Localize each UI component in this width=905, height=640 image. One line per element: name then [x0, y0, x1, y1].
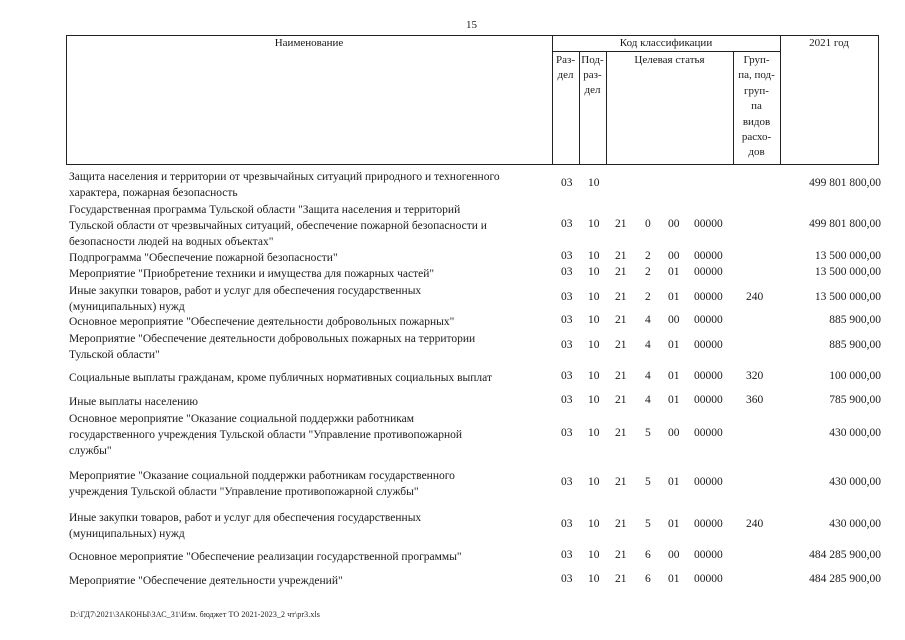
row-name-line: характера, пожарная безопасность	[69, 187, 238, 199]
cell-t4: 00000	[694, 291, 723, 303]
cell-t1: 21	[615, 573, 627, 585]
cell-t4: 00000	[694, 266, 723, 278]
header-target: Целевая статья	[634, 54, 705, 66]
cell-t3: 01	[668, 291, 680, 303]
cell-t2: 5	[645, 518, 651, 530]
cell-podrazdel: 10	[588, 573, 600, 585]
cell-t3: 01	[668, 394, 680, 406]
row-name-line: Тульской области"	[69, 349, 160, 361]
header-code-group: Код классификации	[619, 37, 713, 49]
cell-t1: 21	[615, 218, 627, 230]
cell-t4: 00000	[694, 370, 723, 382]
cell-razdel: 03	[561, 394, 573, 406]
cell-razdel: 03	[561, 339, 573, 351]
cell-t2: 4	[645, 339, 651, 351]
row-name-line: Тульской области от чрезвычайных ситуаций, обеспечение пожарной безопасности и	[69, 220, 487, 232]
cell-podrazdel: 10	[588, 266, 600, 278]
cell-amount: 499 801 800,00	[809, 218, 881, 230]
cell-t1: 21	[615, 266, 627, 278]
cell-razdel: 03	[561, 476, 573, 488]
cell-razdel: 03	[561, 291, 573, 303]
cell-podrazdel: 10	[588, 370, 600, 382]
cell-vid: 320	[746, 370, 764, 382]
cell-t1: 21	[615, 370, 627, 382]
row-name	[69, 370, 551, 386]
cell-t1: 21	[615, 314, 627, 326]
row-name-line: Основное мероприятие "Обеспечение деятельности добровольных пожарных"	[69, 316, 455, 328]
row-name-line: Мероприятие "Приобретение техники и имущества для пожарных частей"	[69, 268, 435, 280]
cell-podrazdel: 10	[588, 518, 600, 530]
header-bottom-border	[66, 164, 879, 165]
page-number: 15	[466, 19, 477, 31]
cell-t3: 01	[668, 370, 680, 382]
file-path-footer: D:\ГД7\2021\ЗАКОНЫ\ЗАС_31\Изм. бюджет ТО 2021-2023_2 чт\pr3.xls	[70, 610, 320, 619]
cell-t4: 00000	[694, 573, 723, 585]
row-name	[69, 250, 551, 266]
cell-razdel: 03	[561, 250, 573, 262]
cell-podrazdel: 10	[588, 218, 600, 230]
cell-podrazdel: 10	[588, 476, 600, 488]
cell-t2: 6	[645, 549, 651, 561]
cell-t3: 00	[668, 314, 680, 326]
row-name-line: Иные закупки товаров, работ и услуг для обеспечения государственных	[69, 512, 422, 524]
row-name-line: Защита населения и территории от чрезвычайных ситуаций природного и техногенного	[69, 171, 500, 183]
header-col-divider	[780, 35, 781, 165]
cell-t1: 21	[615, 291, 627, 303]
row-name	[69, 549, 551, 565]
cell-t1: 21	[615, 549, 627, 561]
cell-t1: 21	[615, 427, 627, 439]
code-group-divider	[552, 51, 780, 52]
row-name-line: Иные выплаты населению	[69, 396, 198, 408]
cell-amount: 885 900,00	[829, 314, 881, 326]
cell-t2: 2	[645, 250, 651, 262]
row-name-line: Мероприятие "Обеспечение деятельности добровольных пожарных на территории	[69, 333, 476, 345]
cell-t1: 21	[615, 518, 627, 530]
row-name	[69, 314, 551, 330]
row-name-line: Подпрограмма "Обеспечение пожарной безопасности"	[69, 252, 338, 264]
header-year: 2021 год	[809, 37, 849, 49]
row-name	[69, 411, 551, 459]
cell-podrazdel: 10	[588, 177, 600, 189]
row-name-line: Мероприятие "Оказание социальной поддержки работникам государственного	[69, 470, 455, 482]
cell-amount: 484 285 900,00	[809, 549, 881, 561]
cell-amount: 100 000,00	[829, 370, 881, 382]
row-name-line: службы"	[69, 445, 112, 457]
row-name	[69, 468, 551, 500]
cell-t4: 00000	[694, 518, 723, 530]
cell-t3: 01	[668, 518, 680, 530]
cell-razdel: 03	[561, 370, 573, 382]
cell-amount: 885 900,00	[829, 339, 881, 351]
row-name-line: (муниципальных) нужд	[69, 528, 185, 540]
cell-t2: 0	[645, 218, 651, 230]
cell-t3: 00	[668, 250, 680, 262]
cell-t4: 00000	[694, 549, 723, 561]
cell-razdel: 03	[561, 518, 573, 530]
cell-razdel: 03	[561, 177, 573, 189]
cell-t4: 00000	[694, 339, 723, 351]
cell-t2: 6	[645, 573, 651, 585]
cell-t3: 01	[668, 573, 680, 585]
cell-t3: 00	[668, 427, 680, 439]
cell-t4: 00000	[694, 250, 723, 262]
cell-podrazdel: 10	[588, 314, 600, 326]
cell-t2: 4	[645, 314, 651, 326]
cell-t1: 21	[615, 394, 627, 406]
row-name-line: государственного учреждения Тульской области "Управление противопожарной	[69, 429, 463, 441]
cell-razdel: 03	[561, 314, 573, 326]
cell-t4: 00000	[694, 427, 723, 439]
cell-amount: 484 285 900,00	[809, 573, 881, 585]
cell-razdel: 03	[561, 549, 573, 561]
cell-t4: 00000	[694, 476, 723, 488]
cell-vid: 360	[746, 394, 764, 406]
row-name-line: Государственная программа Тульской области "Защита населения и территорий	[69, 204, 461, 216]
cell-amount: 13 500 000,00	[814, 250, 881, 262]
cell-t1: 21	[615, 250, 627, 262]
cell-amount: 13 500 000,00	[814, 291, 881, 303]
cell-t3: 00	[668, 549, 680, 561]
cell-t3: 01	[668, 339, 680, 351]
cell-razdel: 03	[561, 573, 573, 585]
cell-t3: 01	[668, 266, 680, 278]
cell-razdel: 03	[561, 218, 573, 230]
cell-vid: 240	[746, 291, 764, 303]
header-podrazdel: Под- раз- дел	[581, 54, 604, 96]
row-name	[69, 510, 551, 542]
cell-t2: 5	[645, 476, 651, 488]
row-name-line: безопасности людей на водных объектах"	[69, 236, 274, 248]
row-name	[69, 202, 551, 250]
cell-amount: 430 000,00	[829, 518, 881, 530]
cell-amount: 499 801 800,00	[809, 177, 881, 189]
row-name-line: Основное мероприятие "Оказание социальной поддержки работникам	[69, 413, 415, 425]
row-name-line: учреждения Тульской области "Управление противопожарной службы"	[69, 486, 419, 498]
cell-podrazdel: 10	[588, 427, 600, 439]
cell-t4: 00000	[694, 394, 723, 406]
cell-podrazdel: 10	[588, 339, 600, 351]
cell-t3: 01	[668, 476, 680, 488]
row-name-line: Мероприятие "Обеспечение деятельности учреждений"	[69, 575, 343, 587]
header-left-border	[66, 35, 67, 165]
cell-amount: 785 900,00	[829, 394, 881, 406]
cell-podrazdel: 10	[588, 250, 600, 262]
cell-t2: 2	[645, 291, 651, 303]
header-vid: Груп- па, под- груп- па видов расхо- дов	[738, 54, 775, 159]
cell-t3: 00	[668, 218, 680, 230]
cell-podrazdel: 10	[588, 291, 600, 303]
cell-amount: 430 000,00	[829, 476, 881, 488]
row-name-line: Иные закупки товаров, работ и услуг для обеспечения государственных	[69, 285, 422, 297]
cell-amount: 430 000,00	[829, 427, 881, 439]
cell-t1: 21	[615, 339, 627, 351]
cell-razdel: 03	[561, 266, 573, 278]
row-name	[69, 169, 551, 201]
row-name-line: Основное мероприятие "Обеспечение реализации государственной программы"	[69, 551, 462, 563]
cell-t2: 5	[645, 427, 651, 439]
row-name	[69, 331, 551, 363]
cell-podrazdel: 10	[588, 549, 600, 561]
cell-t2: 4	[645, 394, 651, 406]
header-right-border	[878, 35, 879, 165]
cell-vid: 240	[746, 518, 764, 530]
cell-razdel: 03	[561, 427, 573, 439]
cell-amount: 13 500 000,00	[814, 266, 881, 278]
row-name-line: (муниципальных) нужд	[69, 301, 185, 313]
cell-podrazdel: 10	[588, 394, 600, 406]
cell-t2: 4	[645, 370, 651, 382]
row-name	[69, 573, 551, 589]
cell-t1: 21	[615, 476, 627, 488]
header-razdel: Раз- дел	[555, 54, 575, 81]
cell-t4: 00000	[694, 314, 723, 326]
cell-t2: 2	[645, 266, 651, 278]
row-name	[69, 394, 551, 410]
header-name: Наименование	[274, 37, 344, 49]
row-name	[69, 283, 551, 315]
header-col-divider	[606, 51, 607, 165]
row-name	[69, 266, 551, 282]
cell-t4: 00000	[694, 218, 723, 230]
row-name-line: Социальные выплаты гражданам, кроме публичных нормативных социальных выплат	[69, 372, 492, 384]
